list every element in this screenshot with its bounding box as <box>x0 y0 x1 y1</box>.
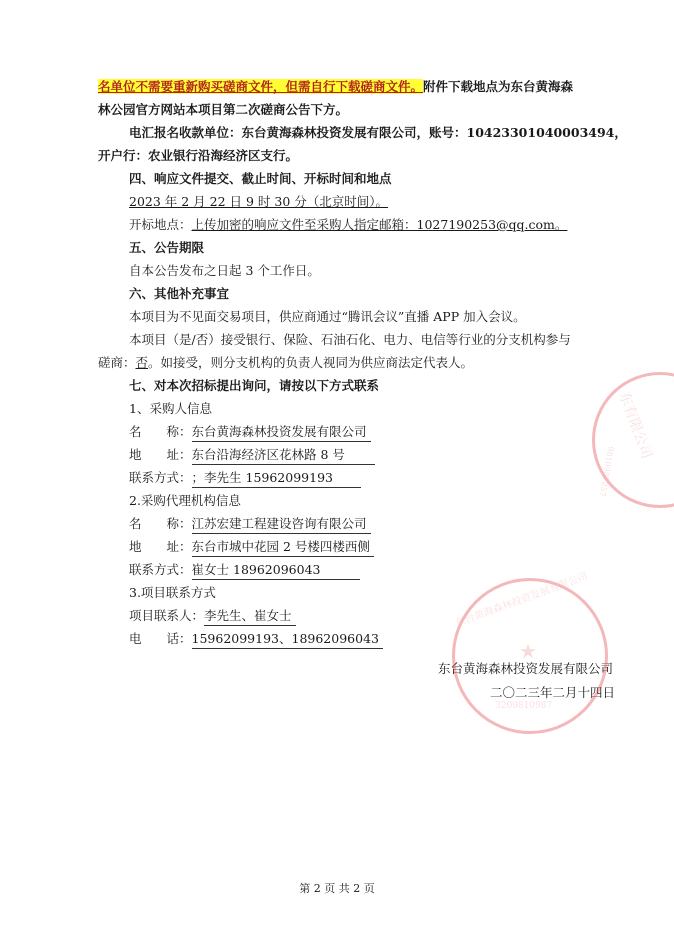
seal-code: 3209810987 <box>495 701 553 711</box>
proj-person: 李先生、崔女士 <box>204 607 296 626</box>
seal-star-icon: ★ <box>519 639 537 663</box>
buyer-contact-row <box>129 469 361 488</box>
partial-seal <box>592 372 674 508</box>
proj-phone: 15962099193、18962096043 <box>192 630 383 649</box>
section6-p2b <box>98 354 473 372</box>
agent-addr-label: 地 址： <box>129 539 192 554</box>
company-seal <box>452 571 608 734</box>
section4-place-value: 上传加密的响应文件至采购人指定邮箱：1027190253@qq.com。 <box>191 217 568 232</box>
section6-title: 六、其他补充事宜 <box>129 286 230 301</box>
proj-person-label: 项目联系人： <box>129 608 205 623</box>
page-footer: 第 2 页 共 2 页 <box>299 882 375 895</box>
section6-p2b-prefix: 磋商： <box>98 355 136 370</box>
intro-highlight: 名单位不需要重新购买磋商文件，但需自行下载磋商文件。 <box>98 79 424 94</box>
agent-contact-row <box>129 561 360 580</box>
signature-company: 东台黄海森林投资发展有限公司 <box>438 661 614 676</box>
buyer-contact: ；李先生 15962099193 <box>192 469 361 488</box>
section4-title: 四、响应文件提交、截止时间、开标时间和地点 <box>129 171 392 186</box>
agent-heading: 2.采购代理机构信息 <box>129 493 241 508</box>
section6-p1: 本项目为不见面交易项目，供应商通过“腾讯会议”直播 APP 加入会议。 <box>129 309 526 324</box>
proj-heading: 3.项目联系方式 <box>129 585 216 600</box>
proj-phone-label: 电 话： <box>129 631 192 646</box>
agent-name: 江苏宏建工程建设咨询有限公司 <box>192 515 371 534</box>
partial-seal-text: 东有限公司 <box>615 389 655 461</box>
agent-addr: 东台市城中花园 2 号楼四楼西侧 <box>192 538 374 557</box>
agent-contact-label: 联系方式： <box>129 562 192 577</box>
buyer-heading: 1、采购人信息 <box>129 401 212 416</box>
section7-title: 七、对本次招标提出询问，请按以下方式联系 <box>129 378 380 393</box>
proj-person-row <box>129 607 296 626</box>
section4-deadline: 2023 年 2 月 22 日 9 时 30 分（北京时间）。 <box>129 194 389 209</box>
buyer-contact-label: 联系方式： <box>129 470 192 485</box>
section5-title: 五、公告期限 <box>129 240 205 255</box>
seal-text: 东台黄海森林投资发展有限公司 <box>454 571 590 630</box>
remit-line-1: 电汇报名收款单位：东台黄海森林投资发展有限公司，账号：10423301040003494， <box>129 125 627 140</box>
agent-contact: 崔女士 18962096043 <box>192 561 361 580</box>
section4-place <box>129 216 567 234</box>
buyer-addr: 东台沿海经济区花林路 8 号 <box>192 446 375 465</box>
section6-p2b-choice: 否 <box>135 355 149 370</box>
remit-line-2: 开户行：农业银行沿海经济区支行。 <box>98 148 299 163</box>
proj-phone-row <box>129 630 383 649</box>
buyer-name: 东台黄海森林投资发展有限公司 <box>192 423 371 442</box>
intro-rest: 附件下载地点为东台黄海森 <box>423 79 574 94</box>
section4-place-label: 开标地点： <box>129 217 192 232</box>
section6-p2a: 本项目（是/否）接受银行、保险、石油石化、电力、电信等行业的分支机构参与 <box>129 332 571 347</box>
buyer-name-label: 名 称： <box>129 424 192 439</box>
agent-name-row <box>129 515 371 534</box>
section5-text: 自本公告发布之日起 3 个工作日。 <box>129 263 320 278</box>
section6-p2b-rest: 。如接受，则分支机构的负责人视同为供应商法定代表人。 <box>148 355 474 370</box>
buyer-addr-row <box>129 446 375 465</box>
buyer-addr-label: 地 址： <box>129 447 192 462</box>
intro-line-2: 林公园官方网站本项目第二次磋商公告下方。 <box>98 102 349 117</box>
partial-seal-code: 9810987257 <box>597 445 616 498</box>
intro-line-1 <box>98 78 573 96</box>
agent-addr-row <box>129 538 374 557</box>
signature-date: 二〇二三年二月十四日 <box>490 685 616 700</box>
agent-name-label: 名 称： <box>129 516 192 531</box>
buyer-name-row <box>129 423 371 442</box>
